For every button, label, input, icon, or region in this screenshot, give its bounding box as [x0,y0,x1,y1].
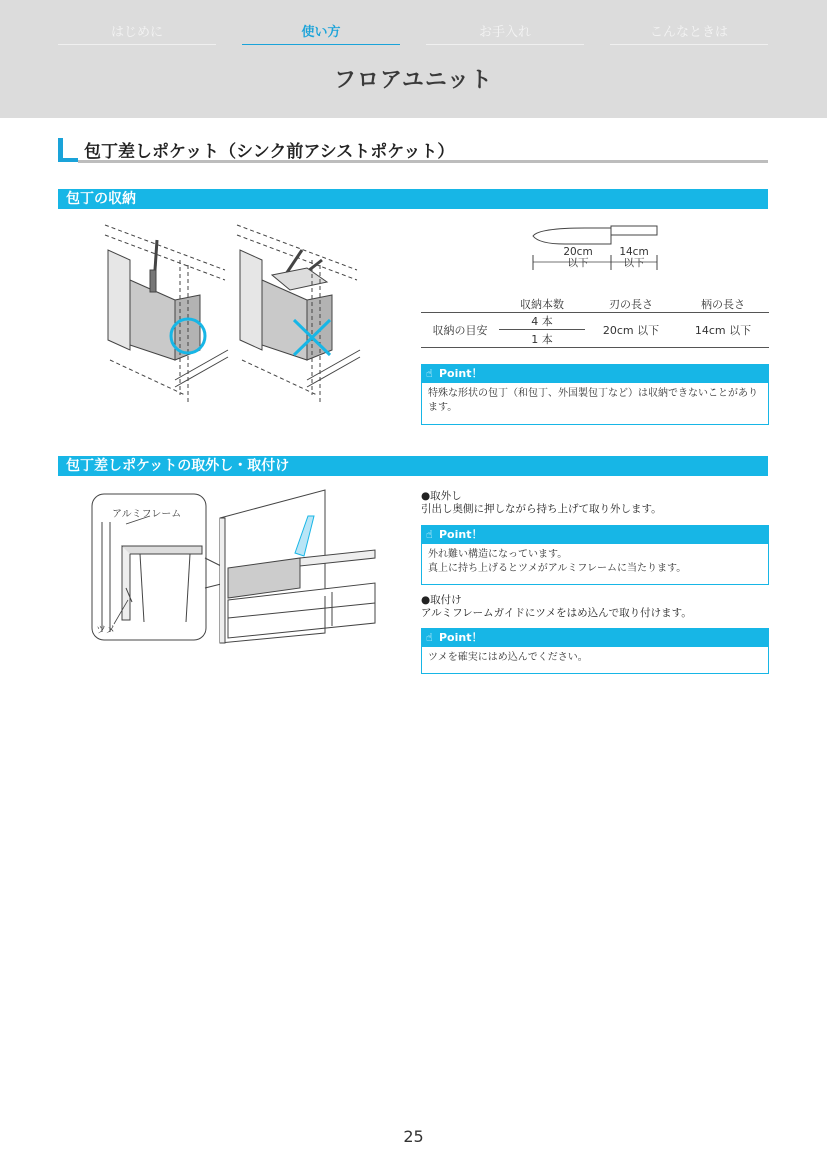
storage-ok-illustration [100,220,230,410]
blade-length-sub: 以下 [567,257,589,269]
storage-guide-table [421,296,769,348]
attach-text: アルミフレームガイドにツメをはめ込んで取り付けます。 [421,607,692,619]
blade-length-label [548,247,608,269]
blade-length-value: 20cm [563,246,593,258]
removal-point-box [421,525,769,585]
storage-ng-illustration [232,220,362,410]
point-line-1: 外れ難い構造になっています。 [428,549,568,560]
handle-length-sub: 以下 [623,257,645,269]
header-count: 収納本数 [499,296,585,313]
handle-length-value: 14cm [619,246,649,258]
header-handle: 柄の長さ [677,296,769,313]
header-blade: 刃の長さ [585,296,677,313]
knife-blade-icon [533,228,611,244]
handle-length-label [614,247,654,269]
drawer-removal-illustration [200,488,380,648]
point-text: ツメを確実にはめ込んでください。 [428,652,588,663]
table-corner [421,296,499,313]
page-number: 25 [403,1127,424,1146]
remove-instruction [421,490,662,516]
storage-band: 包丁の収納 [58,189,768,209]
knife-handle-icon [611,226,657,235]
pointing-hand-icon: ☝ [426,528,433,541]
tab-maintenance[interactable]: お手入れ [426,24,584,45]
blade-length-cell: 20cm 以下 [585,313,677,348]
pointing-hand-icon: ☝ [426,367,433,380]
count-1: 1 本 [499,330,585,348]
page-title: フロアユニット [333,68,494,93]
point-header [422,526,768,544]
remove-title: ●取外し [421,490,462,502]
callout-claw: ツメ [96,625,116,636]
point-title: Point！ [439,528,483,541]
remove-text: 引出し奥側に押しながら持ち上げて取り外します。 [421,503,662,515]
tab-troubleshooting[interactable]: こんなときは [610,24,768,45]
attach-point-box [421,628,769,674]
point-header [422,629,768,647]
section-heading [58,136,768,166]
count-4: 4 本 [499,313,585,330]
point-line-2: 真上に持ち上げるとツメがアルミフレームに当たります。 [428,563,687,574]
page-header [0,0,827,118]
point-header [422,365,768,383]
point-title: Point！ [439,631,483,644]
attach-instruction [421,594,692,620]
section-marker-base [58,158,78,162]
point-text [422,544,768,581]
attach-title: ●取付け [421,594,462,606]
callout-frame: アルミフレーム [112,509,182,520]
tab-introduction[interactable]: はじめに [58,24,216,45]
pointing-hand-icon: ☝ [426,631,433,644]
row-label: 収納の目安 [421,313,499,348]
point-text: 特殊な形状の包丁（和包丁、外国製包丁など）は収納できないことがあります。 [428,388,758,413]
point-title: Point！ [439,367,483,380]
section-title: 包丁差しポケット（シンク前アシストポケット） [84,142,455,162]
handle-length-cell: 14cm 以下 [677,313,769,348]
storage-point-box [421,364,769,425]
tab-usage[interactable]: 使い方 [242,24,400,45]
removal-band: 包丁差しポケットの取外し・取付け [58,456,768,476]
